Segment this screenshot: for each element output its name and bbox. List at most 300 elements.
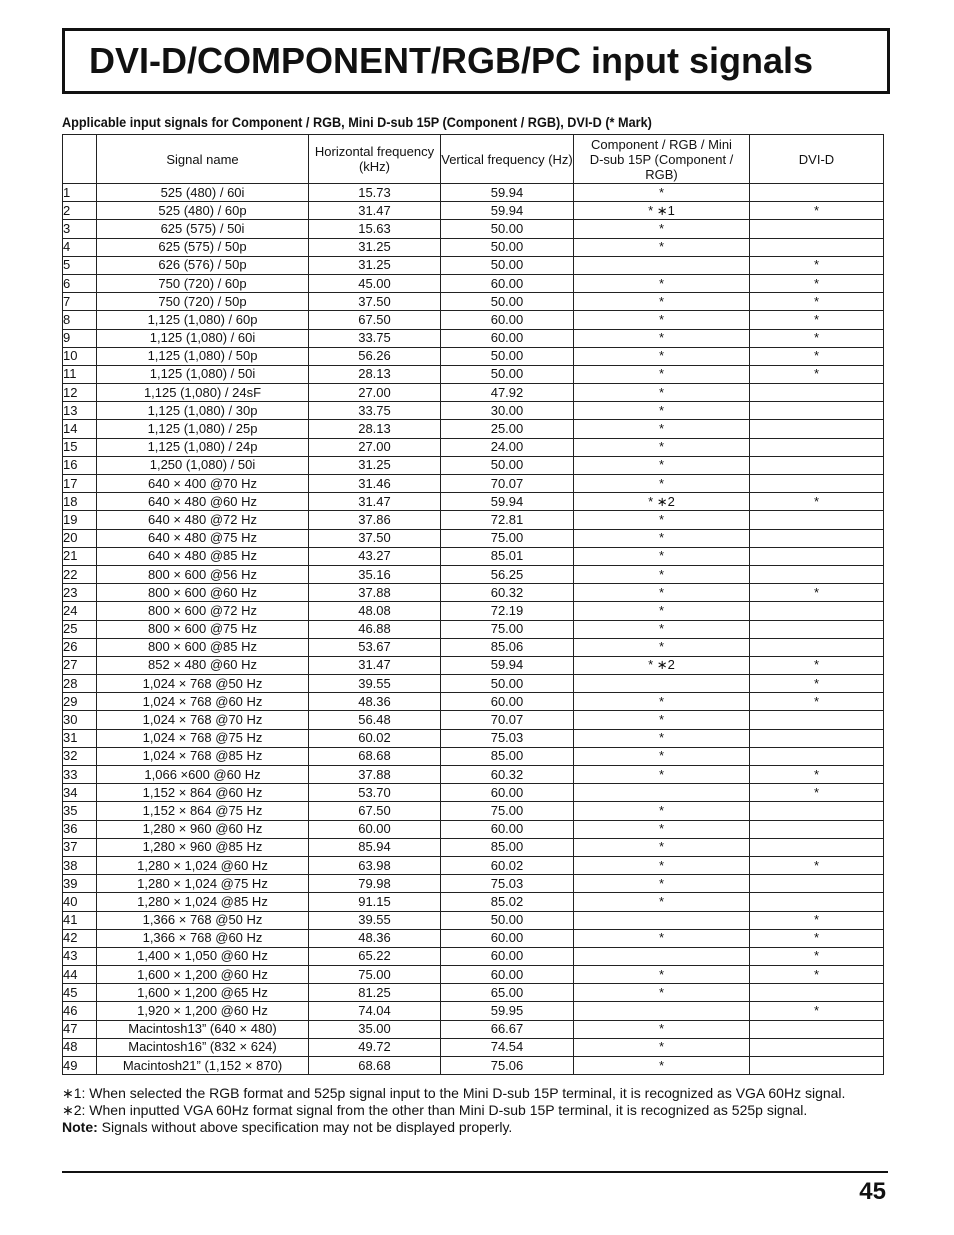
row-number: 32: [63, 747, 97, 765]
vertical-frequency: 30.00: [441, 402, 574, 420]
component-rgb-mark: *: [574, 402, 750, 420]
dvi-d-mark: [750, 1057, 884, 1075]
dvi-d-mark: *: [750, 656, 884, 674]
signal-name: Macintosh16” (832 × 624): [97, 1038, 309, 1056]
signal-name: 625 (575) / 50p: [97, 238, 309, 256]
component-rgb-mark: [574, 256, 750, 274]
vertical-frequency: 85.00: [441, 838, 574, 856]
dvi-d-mark: *: [750, 911, 884, 929]
row-number: 1: [63, 184, 97, 202]
table-row: [63, 802, 884, 820]
row-number: 4: [63, 238, 97, 256]
dvi-d-mark: [750, 547, 884, 565]
signal-name: 1,920 × 1,200 @60 Hz: [97, 1002, 309, 1020]
signal-name: 640 × 480 @72 Hz: [97, 511, 309, 529]
signal-name: 1,280 × 1,024 @75 Hz: [97, 875, 309, 893]
table-row: [63, 311, 884, 329]
horizontal-frequency: 67.50: [309, 311, 441, 329]
row-number: 46: [63, 1002, 97, 1020]
row-number: 17: [63, 475, 97, 493]
horizontal-frequency: 68.68: [309, 1057, 441, 1075]
header-component-rgb: Component / RGB / Mini D-sub 15P (Component / RGB): [574, 135, 750, 184]
signal-name: 1,280 × 960 @85 Hz: [97, 838, 309, 856]
table-row: [63, 293, 884, 311]
component-rgb-mark: [574, 947, 750, 965]
footer-rule: [62, 1171, 888, 1173]
row-number: 9: [63, 329, 97, 347]
table-row: [63, 729, 884, 747]
table-row: [63, 1057, 884, 1075]
table-row: [63, 929, 884, 947]
component-rgb-mark: * ∗2: [574, 656, 750, 674]
signal-name: 750 (720) / 50p: [97, 293, 309, 311]
horizontal-frequency: 65.22: [309, 947, 441, 965]
row-number: 36: [63, 820, 97, 838]
row-number: 37: [63, 838, 97, 856]
component-rgb-mark: *: [574, 729, 750, 747]
table-row: [63, 220, 884, 238]
dvi-d-mark: *: [750, 693, 884, 711]
vertical-frequency: 59.95: [441, 1002, 574, 1020]
horizontal-frequency: 60.00: [309, 820, 441, 838]
table-row: [63, 1038, 884, 1056]
header-vertical-frequency: Vertical frequency (Hz): [441, 135, 574, 184]
dvi-d-mark: *: [750, 784, 884, 802]
row-number: 42: [63, 929, 97, 947]
dvi-d-mark: [750, 511, 884, 529]
dvi-d-mark: *: [750, 274, 884, 292]
component-rgb-mark: [574, 675, 750, 693]
horizontal-frequency: 53.67: [309, 638, 441, 656]
signal-name: 1,066 ×600 @60 Hz: [97, 766, 309, 784]
component-rgb-mark: *: [574, 638, 750, 656]
row-number: 40: [63, 893, 97, 911]
signal-name: 750 (720) / 60p: [97, 274, 309, 292]
vertical-frequency: 24.00: [441, 438, 574, 456]
signal-name: 1,366 × 768 @50 Hz: [97, 911, 309, 929]
table-row: [63, 493, 884, 511]
row-number: 19: [63, 511, 97, 529]
dvi-d-mark: [750, 602, 884, 620]
table-row: [63, 711, 884, 729]
row-number: 33: [63, 766, 97, 784]
vertical-frequency: 85.01: [441, 547, 574, 565]
component-rgb-mark: *: [574, 1038, 750, 1056]
horizontal-frequency: 28.13: [309, 420, 441, 438]
horizontal-frequency: 37.50: [309, 293, 441, 311]
component-rgb-mark: *: [574, 856, 750, 874]
dvi-d-mark: *: [750, 966, 884, 984]
horizontal-frequency: 46.88: [309, 620, 441, 638]
horizontal-frequency: 37.88: [309, 766, 441, 784]
component-rgb-mark: *: [574, 620, 750, 638]
row-number: 26: [63, 638, 97, 656]
header-signal-name: Signal name: [97, 135, 309, 184]
dvi-d-mark: *: [750, 584, 884, 602]
vertical-frequency: 25.00: [441, 420, 574, 438]
row-number: 49: [63, 1057, 97, 1075]
horizontal-frequency: 28.13: [309, 365, 441, 383]
signal-name: 1,024 × 768 @50 Hz: [97, 675, 309, 693]
row-number: 7: [63, 293, 97, 311]
table-row: [63, 966, 884, 984]
signal-name: 800 × 600 @60 Hz: [97, 584, 309, 602]
component-rgb-mark: *: [574, 747, 750, 765]
dvi-d-mark: *: [750, 1002, 884, 1020]
row-number: 11: [63, 365, 97, 383]
horizontal-frequency: 48.36: [309, 929, 441, 947]
component-rgb-mark: *: [574, 293, 750, 311]
dvi-d-mark: *: [750, 311, 884, 329]
dvi-d-mark: [750, 238, 884, 256]
vertical-frequency: 85.06: [441, 638, 574, 656]
dvi-d-mark: [750, 384, 884, 402]
component-rgb-mark: *: [574, 438, 750, 456]
signal-name: 1,024 × 768 @70 Hz: [97, 711, 309, 729]
component-rgb-mark: *: [574, 456, 750, 474]
component-rgb-mark: *: [574, 511, 750, 529]
dvi-d-mark: *: [750, 256, 884, 274]
vertical-frequency: 59.94: [441, 184, 574, 202]
dvi-d-mark: [750, 875, 884, 893]
dvi-d-mark: [750, 220, 884, 238]
signal-name: 626 (576) / 50p: [97, 256, 309, 274]
row-number: 23: [63, 584, 97, 602]
dvi-d-mark: [750, 529, 884, 547]
signal-name: Macintosh13” (640 × 480): [97, 1020, 309, 1038]
table-row: [63, 911, 884, 929]
vertical-frequency: 50.00: [441, 256, 574, 274]
dvi-d-mark: [750, 802, 884, 820]
signal-name: Macintosh21” (1,152 × 870): [97, 1057, 309, 1075]
page-number: 45: [859, 1178, 886, 1205]
component-rgb-mark: *: [574, 584, 750, 602]
table-row: [63, 438, 884, 456]
footnote-1: ∗1: When selected the RGB format and 525p signal input to the Mini D-sub 15P terminal, it is recognized as VGA 60Hz signal.: [62, 1085, 846, 1101]
signal-name: 1,600 × 1,200 @65 Hz: [97, 984, 309, 1002]
dvi-d-mark: [750, 1038, 884, 1056]
dvi-d-mark: [750, 438, 884, 456]
component-rgb-mark: * ∗2: [574, 493, 750, 511]
table-row: [63, 947, 884, 965]
dvi-d-mark: [750, 984, 884, 1002]
vertical-frequency: 75.03: [441, 729, 574, 747]
dvi-d-mark: [750, 820, 884, 838]
horizontal-frequency: 79.98: [309, 875, 441, 893]
row-number: 16: [63, 456, 97, 474]
row-number: 47: [63, 1020, 97, 1038]
signal-name: 1,600 × 1,200 @60 Hz: [97, 966, 309, 984]
footnote-2: ∗2: When inputted VGA 60Hz format signal from the other than Mini D-sub 15P terminal, it is recognized as 525p signal.: [62, 1102, 808, 1118]
dvi-d-mark: *: [750, 347, 884, 365]
row-number: 21: [63, 547, 97, 565]
row-number: 44: [63, 966, 97, 984]
horizontal-frequency: 15.73: [309, 184, 441, 202]
horizontal-frequency: 37.86: [309, 511, 441, 529]
title-box: [62, 28, 890, 94]
horizontal-frequency: 45.00: [309, 274, 441, 292]
dvi-d-mark: [750, 729, 884, 747]
component-rgb-mark: *: [574, 802, 750, 820]
header-dvi-d: DVI-D: [750, 135, 884, 184]
vertical-frequency: 59.94: [441, 656, 574, 674]
row-number: 31: [63, 729, 97, 747]
dvi-d-mark: [750, 711, 884, 729]
signal-name: 525 (480) / 60i: [97, 184, 309, 202]
signal-name: 1,125 (1,080) / 60p: [97, 311, 309, 329]
table-row: [63, 184, 884, 202]
vertical-frequency: 72.81: [441, 511, 574, 529]
row-number: 14: [63, 420, 97, 438]
table-row: [63, 384, 884, 402]
signal-name: 1,152 × 864 @75 Hz: [97, 802, 309, 820]
signal-name: 1,280 × 1,024 @85 Hz: [97, 893, 309, 911]
table-row: [63, 856, 884, 874]
header-num: [63, 135, 97, 184]
signal-name: 1,125 (1,080) / 24p: [97, 438, 309, 456]
dvi-d-mark: *: [750, 365, 884, 383]
horizontal-frequency: 35.16: [309, 565, 441, 583]
table-row: [63, 638, 884, 656]
table-row: [63, 784, 884, 802]
component-rgb-mark: *: [574, 929, 750, 947]
row-number: 41: [63, 911, 97, 929]
row-number: 6: [63, 274, 97, 292]
horizontal-frequency: 39.55: [309, 675, 441, 693]
horizontal-frequency: 60.02: [309, 729, 441, 747]
table-header-row: [63, 135, 884, 184]
signal-name: 1,125 (1,080) / 60i: [97, 329, 309, 347]
horizontal-frequency: 27.00: [309, 384, 441, 402]
vertical-frequency: 50.00: [441, 911, 574, 929]
row-number: 13: [63, 402, 97, 420]
note-label: Note:: [62, 1119, 98, 1135]
dvi-d-mark: [750, 893, 884, 911]
vertical-frequency: 50.00: [441, 238, 574, 256]
vertical-frequency: 75.03: [441, 875, 574, 893]
component-rgb-mark: *: [574, 820, 750, 838]
horizontal-frequency: 67.50: [309, 802, 441, 820]
table-row: [63, 656, 884, 674]
component-rgb-mark: *: [574, 966, 750, 984]
row-number: 27: [63, 656, 97, 674]
vertical-frequency: 85.00: [441, 747, 574, 765]
table-row: [63, 1002, 884, 1020]
horizontal-frequency: 49.72: [309, 1038, 441, 1056]
dvi-d-mark: [750, 838, 884, 856]
vertical-frequency: 65.00: [441, 984, 574, 1002]
dvi-d-mark: [750, 565, 884, 583]
signal-name: 1,280 × 1,024 @60 Hz: [97, 856, 309, 874]
table-row: [63, 347, 884, 365]
component-rgb-mark: * ∗1: [574, 202, 750, 220]
vertical-frequency: 60.00: [441, 947, 574, 965]
row-number: 24: [63, 602, 97, 620]
signal-name: 640 × 400 @70 Hz: [97, 475, 309, 493]
dvi-d-mark: [750, 747, 884, 765]
table-row: [63, 329, 884, 347]
signal-name: 800 × 600 @75 Hz: [97, 620, 309, 638]
signal-name: 1,366 × 768 @60 Hz: [97, 929, 309, 947]
row-number: 2: [63, 202, 97, 220]
horizontal-frequency: 85.94: [309, 838, 441, 856]
table-row: [63, 256, 884, 274]
signal-name: 1,024 × 768 @75 Hz: [97, 729, 309, 747]
table-row: [63, 529, 884, 547]
signal-name: 1,152 × 864 @60 Hz: [97, 784, 309, 802]
table-row: [63, 875, 884, 893]
component-rgb-mark: [574, 784, 750, 802]
row-number: 5: [63, 256, 97, 274]
horizontal-frequency: 33.75: [309, 329, 441, 347]
horizontal-frequency: 15.63: [309, 220, 441, 238]
signal-name: 1,125 (1,080) / 25p: [97, 420, 309, 438]
signal-name: 1,125 (1,080) / 24sF: [97, 384, 309, 402]
row-number: 20: [63, 529, 97, 547]
component-rgb-mark: *: [574, 220, 750, 238]
table-row: [63, 511, 884, 529]
horizontal-frequency: 81.25: [309, 984, 441, 1002]
horizontal-frequency: 75.00: [309, 966, 441, 984]
vertical-frequency: 66.67: [441, 1020, 574, 1038]
row-number: 28: [63, 675, 97, 693]
signal-name: 1,024 × 768 @60 Hz: [97, 693, 309, 711]
row-number: 30: [63, 711, 97, 729]
signal-name: 1,024 × 768 @85 Hz: [97, 747, 309, 765]
component-rgb-mark: *: [574, 529, 750, 547]
vertical-frequency: 56.25: [441, 565, 574, 583]
row-number: 34: [63, 784, 97, 802]
table-row: [63, 365, 884, 383]
table-row: [63, 602, 884, 620]
horizontal-frequency: 37.50: [309, 529, 441, 547]
vertical-frequency: 59.94: [441, 202, 574, 220]
vertical-frequency: 50.00: [441, 456, 574, 474]
signal-name: 1,280 × 960 @60 Hz: [97, 820, 309, 838]
signal-name: 800 × 600 @85 Hz: [97, 638, 309, 656]
dvi-d-mark: [750, 420, 884, 438]
dvi-d-mark: *: [750, 329, 884, 347]
dvi-d-mark: [750, 1020, 884, 1038]
vertical-frequency: 50.00: [441, 675, 574, 693]
signal-name: 1,125 (1,080) / 50p: [97, 347, 309, 365]
signal-name: 800 × 600 @72 Hz: [97, 602, 309, 620]
vertical-frequency: 60.02: [441, 856, 574, 874]
horizontal-frequency: 31.47: [309, 656, 441, 674]
dvi-d-mark: *: [750, 493, 884, 511]
row-number: 38: [63, 856, 97, 874]
table-row: [63, 420, 884, 438]
horizontal-frequency: 39.55: [309, 911, 441, 929]
horizontal-frequency: 56.48: [309, 711, 441, 729]
component-rgb-mark: *: [574, 1057, 750, 1075]
footnotes: [62, 1085, 845, 1136]
dvi-d-mark: *: [750, 293, 884, 311]
horizontal-frequency: 91.15: [309, 893, 441, 911]
component-rgb-mark: *: [574, 420, 750, 438]
signal-name: 625 (575) / 50i: [97, 220, 309, 238]
table-row: [63, 456, 884, 474]
row-number: 15: [63, 438, 97, 456]
header-horizontal-frequency: Horizontal frequency (kHz): [309, 135, 441, 184]
horizontal-frequency: 31.47: [309, 202, 441, 220]
vertical-frequency: 75.06: [441, 1057, 574, 1075]
component-rgb-mark: *: [574, 875, 750, 893]
table-row: [63, 893, 884, 911]
row-number: 48: [63, 1038, 97, 1056]
horizontal-frequency: 43.27: [309, 547, 441, 565]
vertical-frequency: 70.07: [441, 711, 574, 729]
vertical-frequency: 60.00: [441, 820, 574, 838]
vertical-frequency: 60.32: [441, 766, 574, 784]
page-title: DVI-D/COMPONENT/RGB/PC input signals: [89, 40, 814, 81]
table-row: [63, 766, 884, 784]
row-number: 10: [63, 347, 97, 365]
note-text: Signals without above specification may not be displayed properly.: [97, 1119, 513, 1135]
component-rgb-mark: *: [574, 365, 750, 383]
dvi-d-mark: *: [750, 202, 884, 220]
signal-name: 1,125 (1,080) / 50i: [97, 365, 309, 383]
vertical-frequency: 50.00: [441, 220, 574, 238]
vertical-frequency: 50.00: [441, 293, 574, 311]
component-rgb-mark: [574, 911, 750, 929]
table-row: [63, 984, 884, 1002]
vertical-frequency: 75.00: [441, 620, 574, 638]
component-rgb-mark: *: [574, 384, 750, 402]
dvi-d-mark: [750, 184, 884, 202]
horizontal-frequency: 31.46: [309, 475, 441, 493]
horizontal-frequency: 31.25: [309, 256, 441, 274]
component-rgb-mark: *: [574, 602, 750, 620]
table-row: [63, 1020, 884, 1038]
dvi-d-mark: [750, 620, 884, 638]
dvi-d-mark: *: [750, 675, 884, 693]
row-number: 18: [63, 493, 97, 511]
row-number: 45: [63, 984, 97, 1002]
component-rgb-mark: *: [574, 766, 750, 784]
vertical-frequency: 72.19: [441, 602, 574, 620]
horizontal-frequency: 35.00: [309, 1020, 441, 1038]
vertical-frequency: 60.00: [441, 311, 574, 329]
input-signals-table: [62, 134, 884, 1075]
component-rgb-mark: *: [574, 238, 750, 256]
dvi-d-mark: [750, 475, 884, 493]
component-rgb-mark: *: [574, 274, 750, 292]
table-row: [63, 565, 884, 583]
horizontal-frequency: 53.70: [309, 784, 441, 802]
table-row: [63, 620, 884, 638]
table-row: [63, 274, 884, 292]
signal-name: 852 × 480 @60 Hz: [97, 656, 309, 674]
horizontal-frequency: 48.08: [309, 602, 441, 620]
vertical-frequency: 60.00: [441, 966, 574, 984]
table-row: [63, 547, 884, 565]
component-rgb-mark: *: [574, 893, 750, 911]
row-number: 3: [63, 220, 97, 238]
table-row: [63, 584, 884, 602]
dvi-d-mark: *: [750, 856, 884, 874]
row-number: 43: [63, 947, 97, 965]
horizontal-frequency: 27.00: [309, 438, 441, 456]
horizontal-frequency: 37.88: [309, 584, 441, 602]
component-rgb-mark: *: [574, 329, 750, 347]
vertical-frequency: 60.32: [441, 584, 574, 602]
horizontal-frequency: 31.25: [309, 456, 441, 474]
horizontal-frequency: 68.68: [309, 747, 441, 765]
vertical-frequency: 47.92: [441, 384, 574, 402]
vertical-frequency: 60.00: [441, 329, 574, 347]
horizontal-frequency: 63.98: [309, 856, 441, 874]
